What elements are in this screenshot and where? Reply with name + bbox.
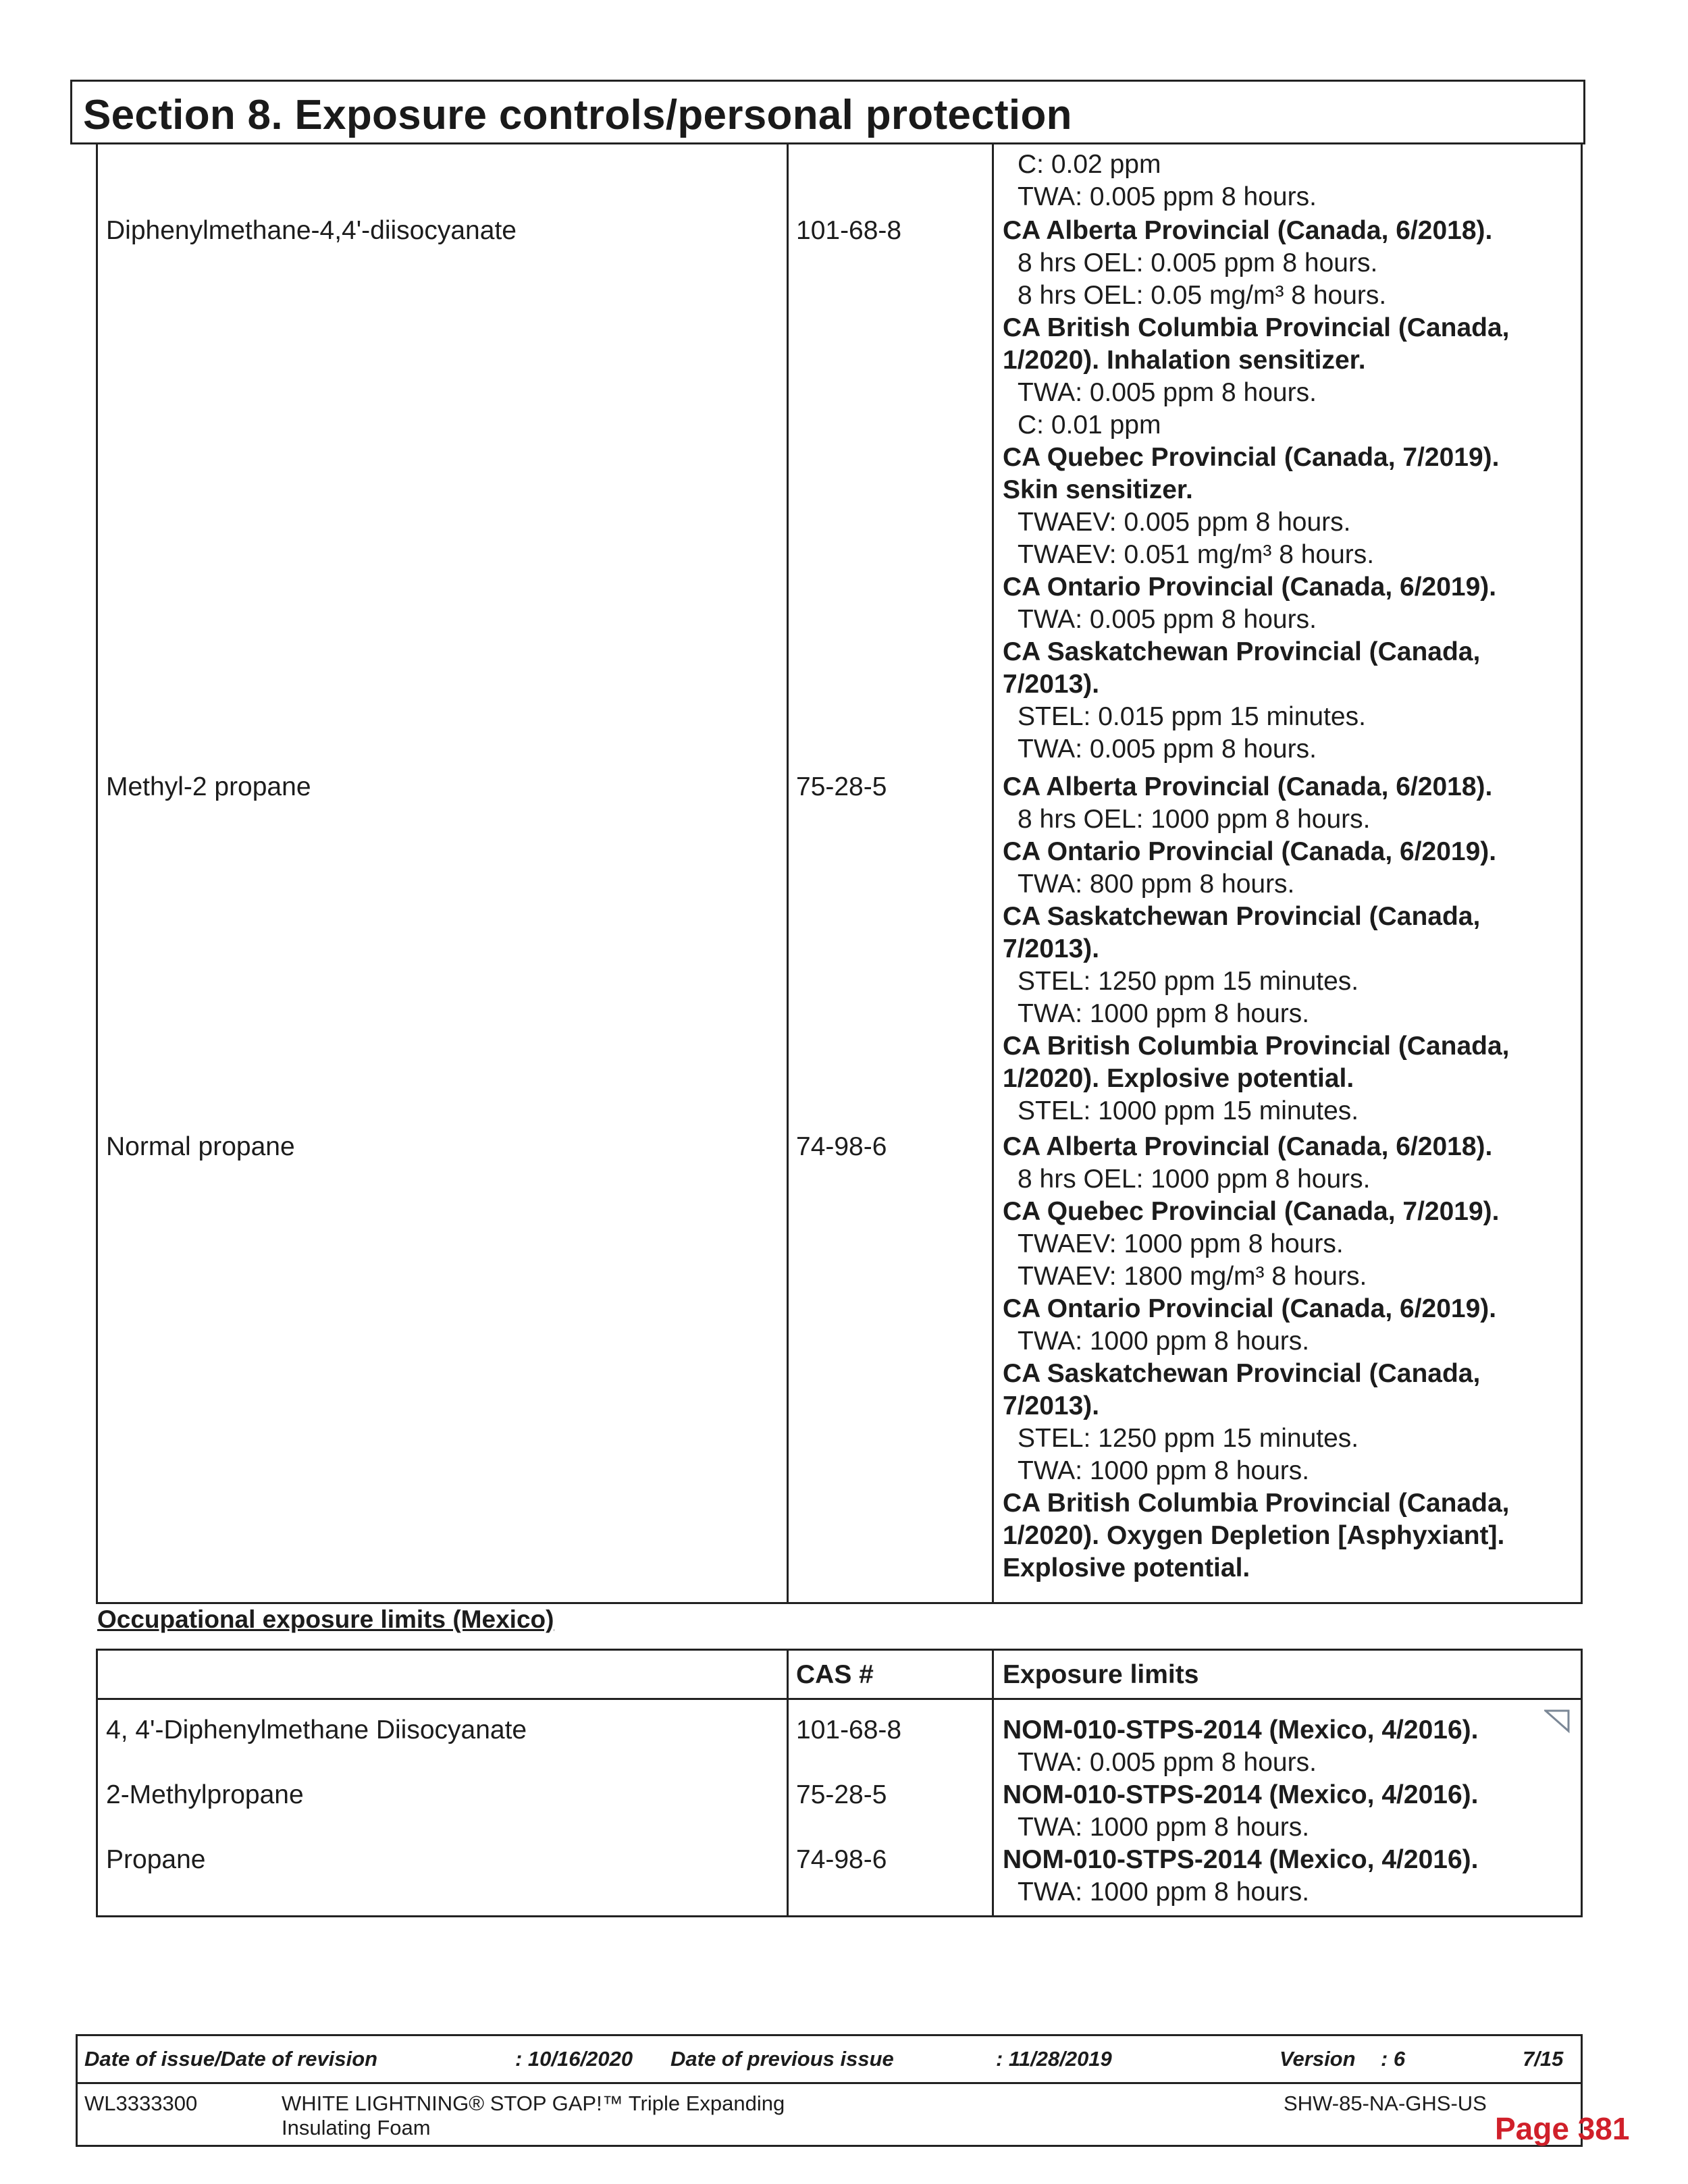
cas-number: 101-68-8: [796, 1715, 902, 1744]
limit-value: TWA: 1000 ppm 8 hours.: [1018, 1813, 1310, 1842]
limit-authority: CA British Columbia Provincial (Canada,: [1003, 1489, 1510, 1518]
limit-value: C: 0.01 ppm: [1018, 410, 1161, 440]
limit-authority: Explosive potential.: [1003, 1553, 1250, 1582]
document-code: SHW-85-NA-GHS-US: [1284, 2092, 1487, 2115]
limit-authority: CA Ontario Provincial (Canada, 6/2019).: [1003, 837, 1497, 866]
header-divider: [98, 1698, 1581, 1700]
cas-number: 74-98-6: [796, 1845, 887, 1874]
limit-value: TWA: 800 ppm 8 hours.: [1018, 870, 1295, 899]
limit-authority: 1/2020). Oxygen Depletion [Asphyxiant].: [1003, 1521, 1505, 1550]
limit-value: STEL: 1000 ppm 15 minutes.: [1018, 1096, 1359, 1125]
limit-authority: CA British Columbia Provincial (Canada,: [1003, 313, 1510, 342]
exposure-limits-cell: [1003, 149, 1317, 213]
cas-number: 75-28-5: [796, 1780, 887, 1809]
version-value: : 6: [1381, 2047, 1406, 2071]
limit-value: TWA: 0.005 ppm 8 hours.: [1018, 1748, 1317, 1777]
limit-value: STEL: 0.015 ppm 15 minutes.: [1018, 702, 1366, 731]
limit-value: TWA: 1000 ppm 8 hours.: [1018, 999, 1310, 1028]
version-label: Version: [1280, 2047, 1356, 2071]
limit-value: TWA: 1000 ppm 8 hours.: [1018, 1456, 1310, 1485]
limit-value: 8 hrs OEL: 1000 ppm 8 hours.: [1018, 805, 1371, 834]
limit-authority: 7/2013).: [1003, 1391, 1100, 1420]
exposure-limits-cell: [1003, 1779, 1478, 1844]
limit-value: TWAEV: 0.005 ppm 8 hours.: [1018, 508, 1351, 537]
product-code: WL3333300: [84, 2092, 198, 2115]
substance-name: Diphenylmethane-4,4'-diisocyanate: [106, 216, 517, 245]
limit-value: TWA: 1000 ppm 8 hours.: [1018, 1327, 1310, 1356]
limit-authority: CA Alberta Provincial (Canada, 6/2018).: [1003, 216, 1493, 245]
page-stamp: Page 381: [1495, 2111, 1630, 2146]
product-name-line2: Insulating Foam: [282, 2116, 431, 2139]
section-title: Section 8. Exposure controls/personal protection: [83, 92, 1072, 138]
issue-date-value: : 10/16/2020: [515, 2047, 633, 2071]
cas-number: 101-68-8: [796, 216, 902, 245]
column-divider: [787, 1651, 789, 1915]
limit-value: TWAEV: 1800 mg/m³ 8 hours.: [1018, 1262, 1367, 1291]
exposure-limits-cell: [1003, 771, 1510, 1127]
limit-value: 8 hrs OEL: 0.005 ppm 8 hours.: [1018, 248, 1378, 277]
exposure-limits-cell: [1003, 1131, 1510, 1584]
limit-authority: CA Quebec Provincial (Canada, 7/2019).: [1003, 443, 1500, 472]
document-footer: [76, 2034, 1583, 2147]
limit-value: TWA: 0.005 ppm 8 hours.: [1018, 378, 1317, 407]
limit-authority: 1/2020). Inhalation sensitizer.: [1003, 346, 1366, 375]
limit-value: STEL: 1250 ppm 15 minutes.: [1018, 967, 1359, 996]
substance-name: Normal propane: [106, 1132, 295, 1161]
limit-value: 8 hrs OEL: 1000 ppm 8 hours.: [1018, 1165, 1371, 1194]
fold-corner-icon: [1544, 1708, 1571, 1735]
limit-value: TWA: 0.005 ppm 8 hours.: [1018, 182, 1317, 211]
limit-authority: NOM-010-STPS-2014 (Mexico, 4/2016).: [1003, 1780, 1479, 1809]
limit-authority: NOM-010-STPS-2014 (Mexico, 4/2016).: [1003, 1715, 1479, 1744]
exposure-limits-table-continued: [96, 144, 1583, 1604]
limit-authority: CA Alberta Provincial (Canada, 6/2018).: [1003, 772, 1493, 801]
section-header: [70, 80, 1585, 144]
mexico-exposure-table: [96, 1649, 1583, 1917]
column-divider: [787, 144, 789, 1602]
exposure-limits-cell: [1003, 1714, 1478, 1779]
limit-authority: CA Quebec Provincial (Canada, 7/2019).: [1003, 1197, 1500, 1226]
previous-issue-value: : 11/28/2019: [996, 2047, 1112, 2071]
limit-value: TWA: 0.005 ppm 8 hours.: [1018, 735, 1317, 764]
limit-value: TWA: 0.005 ppm 8 hours.: [1018, 605, 1317, 634]
footer-divider: [78, 2082, 1581, 2084]
previous-issue-label: Date of previous issue: [670, 2047, 894, 2071]
limit-authority: 7/2013).: [1003, 934, 1100, 963]
limit-authority: CA Alberta Provincial (Canada, 6/2018).: [1003, 1132, 1493, 1161]
substance-name: 4, 4'-Diphenylmethane Diisocyanate: [106, 1715, 527, 1744]
issue-date-label: Date of issue/Date of revision: [84, 2047, 378, 2071]
product-name-line1: WHITE LIGHTNING® STOP GAP!™ Triple Expanding: [282, 2092, 785, 2115]
limit-value: 8 hrs OEL: 0.05 mg/m³ 8 hours.: [1018, 281, 1387, 310]
limit-authority: 1/2020). Explosive potential.: [1003, 1064, 1354, 1093]
limit-value: C: 0.02 ppm: [1018, 150, 1161, 179]
limit-value: TWAEV: 1000 ppm 8 hours.: [1018, 1229, 1344, 1258]
limit-authority: CA Saskatchewan Provincial (Canada,: [1003, 637, 1481, 666]
limit-authority: NOM-010-STPS-2014 (Mexico, 4/2016).: [1003, 1845, 1479, 1874]
limit-value: TWA: 1000 ppm 8 hours.: [1018, 1877, 1310, 1907]
substance-name: Propane: [106, 1845, 206, 1874]
column-divider: [992, 1651, 994, 1915]
exposure-limits-cell: [1003, 1844, 1478, 1909]
page-of-total: 7/15: [1523, 2047, 1564, 2071]
substance-name: 2-Methylpropane: [106, 1780, 304, 1809]
limit-authority: Skin sensitizer.: [1003, 475, 1193, 504]
exposure-limits-cell: [1003, 215, 1510, 766]
mexico-section-title: Occupational exposure limits (Mexico): [97, 1605, 554, 1633]
limit-value: STEL: 1250 ppm 15 minutes.: [1018, 1424, 1359, 1453]
limit-authority: CA Ontario Provincial (Canada, 6/2019).: [1003, 572, 1497, 602]
limit-authority: CA British Columbia Provincial (Canada,: [1003, 1032, 1510, 1061]
limit-authority: CA Saskatchewan Provincial (Canada,: [1003, 902, 1481, 931]
column-header-cas: CAS #: [796, 1660, 874, 1689]
column-header-exposure-limits: Exposure limits: [1003, 1660, 1199, 1689]
limit-authority: 7/2013).: [1003, 670, 1100, 699]
limit-authority: CA Saskatchewan Provincial (Canada,: [1003, 1359, 1481, 1388]
limit-value: TWAEV: 0.051 mg/m³ 8 hours.: [1018, 540, 1375, 569]
cas-number: 75-28-5: [796, 772, 887, 801]
cas-number: 74-98-6: [796, 1132, 887, 1161]
limit-authority: CA Ontario Provincial (Canada, 6/2019).: [1003, 1294, 1497, 1323]
substance-name: Methyl-2 propane: [106, 772, 311, 801]
column-divider: [992, 144, 994, 1602]
